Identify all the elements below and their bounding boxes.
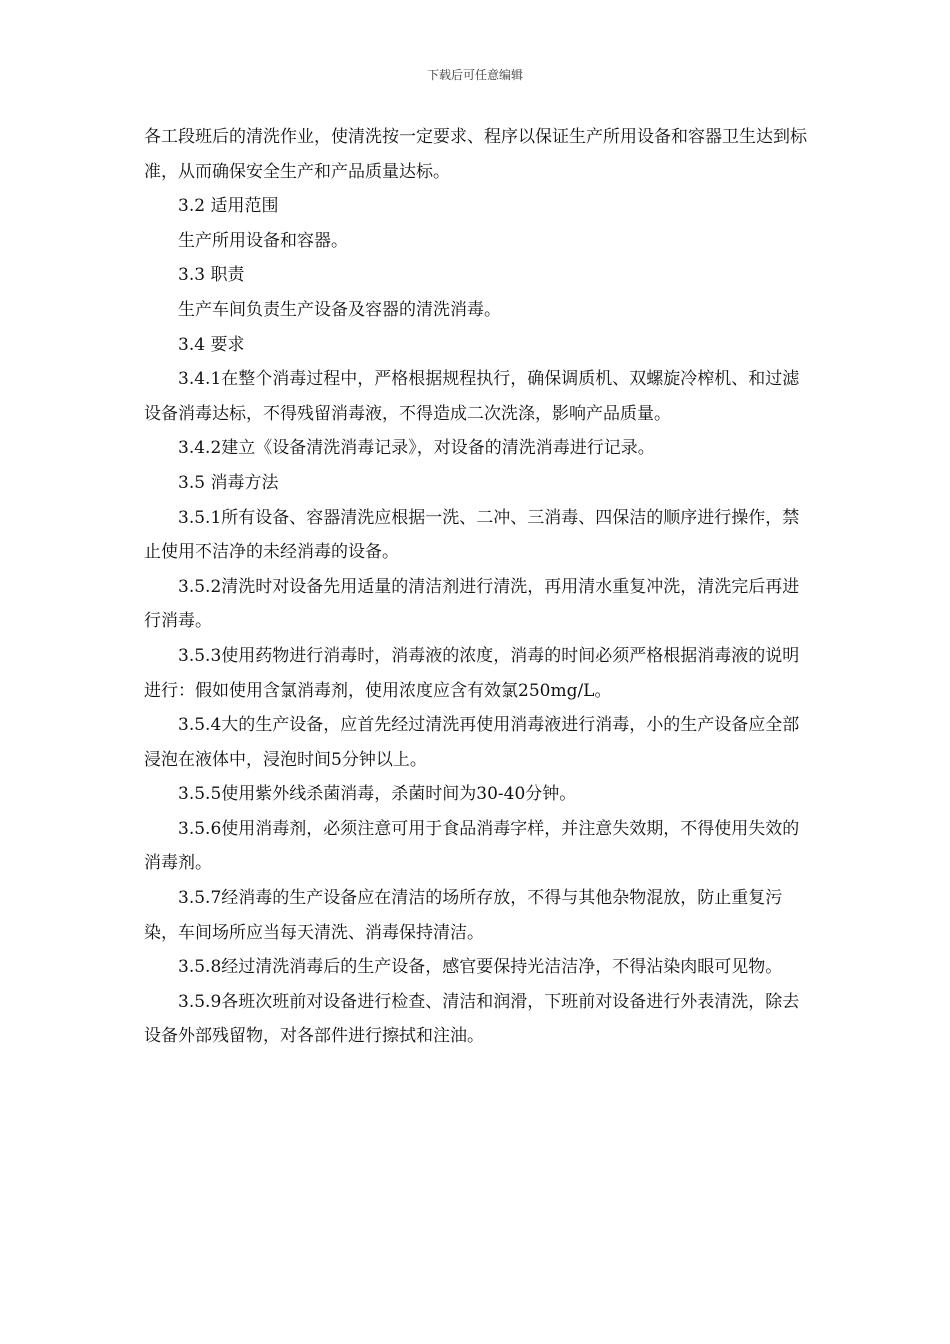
paragraph: 3.5.5使用紫外线杀菌消毒，杀菌时间为30-40分钟。	[178, 784, 577, 805]
paragraph: 3.5.4大的生产设备，应首先经过清洗再使用消毒液进行消毒，小的生产设备应全部浸泡在液体中，浸泡时间5分钟以上。	[144, 715, 800, 770]
paragraph: 各工段班后的清洗作业，使清洗按一定要求、程序以保证生产所用设备和容器卫生达到标准，从而确保安全生产和产品质量达标。	[144, 127, 807, 182]
paragraph: 3.5.2清洗时对设备先用适量的清洁剂进行清洗，再用清水重复冲洗，清洗完后再进行消毒。	[144, 576, 800, 632]
paragraph: 3.5.9各班次班前对设备进行检查、清洁和润滑，下班前对设备进行外表清洗，除去设备外部残留物，对各部件进行擦拭和注油。	[144, 991, 800, 1047]
section-heading: 3.3 职责	[178, 265, 245, 286]
section-heading: 3.2 适用范围	[178, 196, 279, 217]
paragraph: 3.5.8经过清洗消毒后的生产设备，感官要保持光洁洁净，不得沾染肉眼可见物。	[178, 957, 783, 978]
document-body	[144, 120, 810, 1054]
paragraph: 生产车间负责生产设备及容器的清洗消毒。	[178, 299, 501, 320]
paragraph: 生产所用设备和容器。	[178, 230, 348, 251]
paragraph: 3.5.7经消毒的生产设备应在清洁的场所存放，不得与其他杂物混放，防止重复污染，车间场所应当每天清洗、消毒保持清洁。	[144, 888, 783, 943]
paragraph: 3.5.1所有设备、容器清洗应根据一洗、二冲、三消毒、四保洁的顺序进行操作，禁止使用不洁净的未经消毒的设备。	[144, 507, 800, 563]
paragraph: 3.4.1在整个消毒过程中，严格根据规程执行，确保调质机、双螺旋冷榨机、和过滤设备消毒达标，不得残留消毒液，不得造成二次洗涤，影响产品质量。	[144, 369, 800, 424]
paragraph: 3.5.3使用药物进行消毒时，消毒液的浓度，消毒的时间必须严格根据消毒液的说明进行：假如使用含氯消毒剂，使用浓度应含有效氯250mg/L。	[144, 645, 800, 701]
section-heading: 3.5 消毒方法	[178, 472, 279, 493]
section-heading: 3.4 要求	[178, 334, 245, 355]
paragraph: 3.5.6使用消毒剂，必须注意可用于食品消毒字样，并注意失效期，不得使用失效的消毒剂。	[144, 818, 800, 874]
paragraph: 3.4.2建立《设备清洗消毒记录》，对设备的清洗消毒进行记录。	[178, 438, 655, 459]
header-note: 下载后可任意编辑	[426, 68, 523, 82]
